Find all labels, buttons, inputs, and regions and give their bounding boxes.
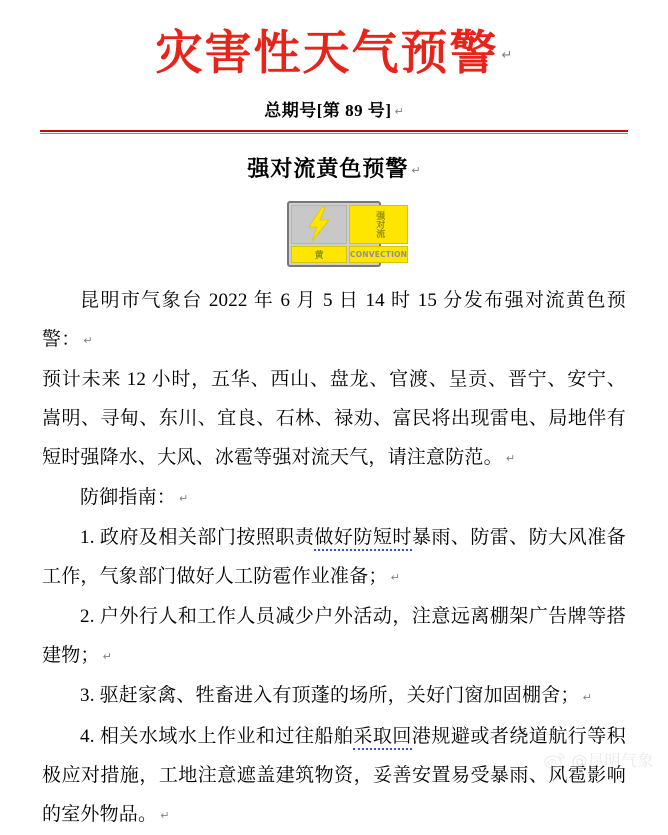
spellcheck-underlined-text-2: 采取回 (353, 726, 412, 750)
forecast-paragraph (42, 360, 626, 478)
guide-item-1-part-b: 暴雨、防雷、防大风准备工作，气象部门做好人工防雹作业准备； (42, 527, 626, 588)
status-badge: 黄 (314, 250, 324, 261)
guide-item-4-part-a: 4. 相关水域水上作业和过往船舶 (80, 725, 354, 747)
warning-signal-icon-wrap (0, 183, 668, 267)
guide-item-2 (42, 597, 626, 676)
issue-number (0, 80, 668, 121)
paragraph-mark: ↵ (160, 808, 170, 822)
paragraph-mark: ↵ (582, 690, 592, 704)
paragraph-mark: ↵ (102, 650, 112, 664)
spellcheck-underlined-text-1: 做好防短时 (314, 527, 411, 551)
convection-english-label: CONVECTION (350, 249, 408, 259)
paragraph-mark: ↵ (505, 451, 516, 465)
paragraph-mark: ↵ (411, 164, 421, 178)
announcement-line-1: 昆明市气象台 2022 年 6 月 5 日 14 时 15 分发布强对流黄色预警： (42, 289, 626, 350)
convection-vertical-label: 强对流 (374, 210, 385, 238)
guide-item-2-text: 2. 户外行人和工作人员减少户外活动，注意远离棚架广告牌等搭建物； (42, 606, 626, 667)
page-title (0, 0, 668, 80)
warning-subtitle (0, 134, 668, 183)
guide-heading (42, 478, 626, 518)
issue-number-text: 总期号[第 89 号] (264, 100, 392, 120)
guide-item-4-part-b: 港规避或者绕道航行等积极应对措施，工地注意遮盖建筑物资，妥善安置易受暴雨、风雹影响的室外物品。 (42, 725, 627, 825)
convection-yellow-warning-icon (287, 201, 408, 267)
paragraph-mark: ↵ (394, 105, 404, 119)
paragraph-mark: ↵ (83, 333, 93, 347)
guide-item-1 (42, 518, 626, 597)
document-body (0, 267, 668, 835)
page-title-text: 灾害性天气预警 (155, 26, 499, 81)
convection-english-label-cell (349, 246, 408, 263)
lightning-bolt-cell (291, 205, 347, 244)
announcement-paragraph (42, 281, 626, 360)
guide-item-1-part-a: 1. 政府及相关部门按照职责 (80, 527, 315, 549)
guide-item-4 (42, 717, 626, 835)
guide-item-3 (42, 676, 626, 716)
convection-vertical-label-cell (349, 205, 408, 244)
paragraph-mark: ↵ (390, 571, 400, 585)
guide-item-3-text: 3. 驱赶家禽、牲畜进入有顶蓬的场所，关好门窗加固棚舍； (80, 685, 580, 707)
paragraph-mark: ↵ (179, 492, 189, 506)
warning-subtitle-text: 强对流黄色预警 (247, 155, 409, 181)
guide-heading-text: 防御指南： (80, 486, 177, 508)
level-badge-cell (291, 246, 347, 263)
lightning-bolt-icon (306, 206, 332, 242)
paragraph-mark: ↵ (501, 48, 513, 64)
announcement-line-2: 预计未来 12 小时，五华、西山、盘龙、官渡、呈贡、晋宁、安宁、嵩明、寻甸、东川、宜良、石林、禄劝、富民将出现雷电、局地伴有短时强降水、大风、冰雹等强对流天气，请注意防范。 (42, 368, 626, 468)
watermark-handle: @昆明气象 (571, 751, 654, 770)
